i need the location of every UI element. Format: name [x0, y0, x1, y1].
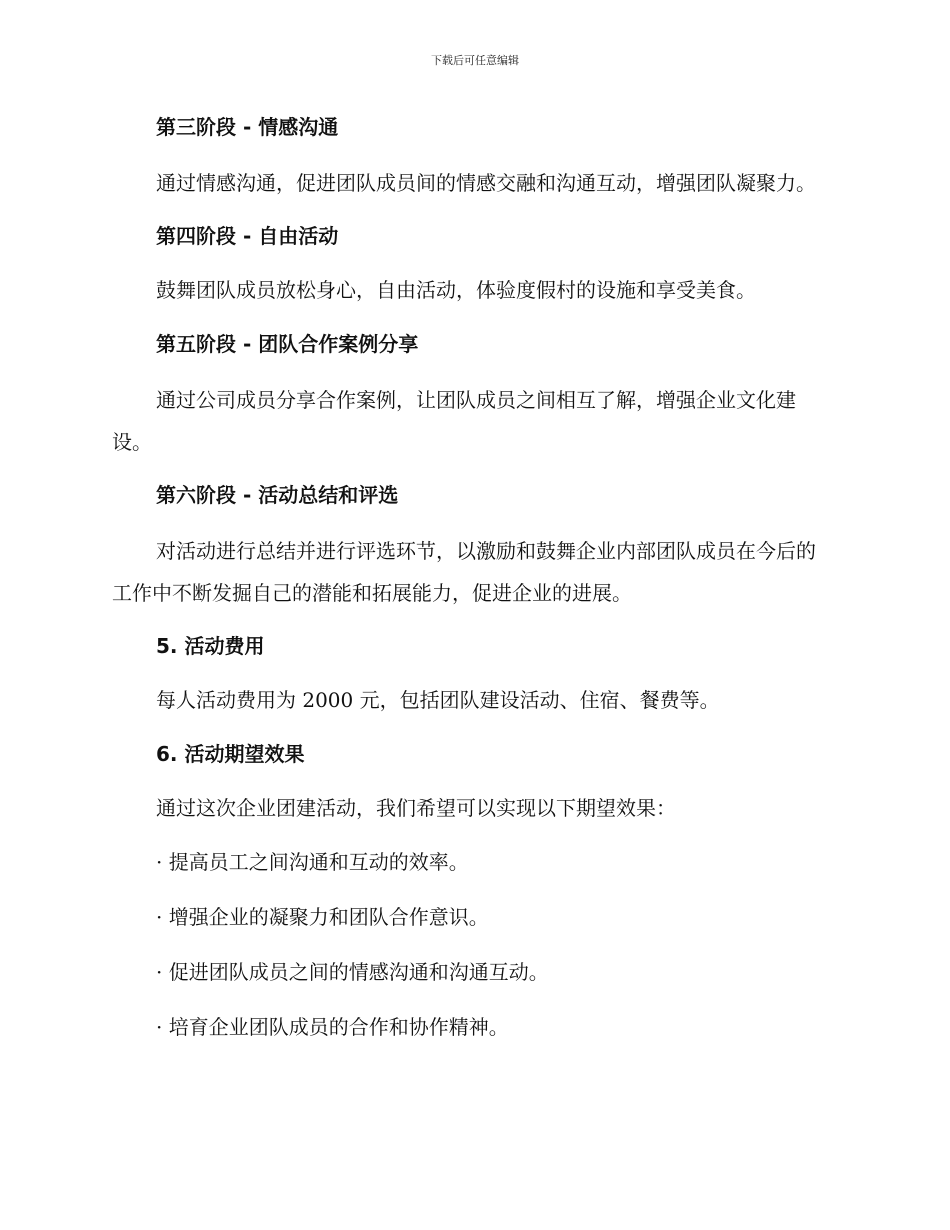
list-item: · 培育企业团队成员的合作和协作精神。: [156, 1015, 509, 1039]
section-heading-stage-6: 第六阶段 - 活动总结和评选: [156, 483, 399, 507]
list-item: · 促进团队成员之间的情感沟通和沟通互动。: [156, 960, 549, 984]
page-header: 下载后可任意编辑: [431, 54, 519, 67]
document-body: [112, 108, 830, 1063]
section-heading-expected-effect: 6. 活动期望效果: [156, 742, 305, 766]
section-heading-stage-4: 第四阶段 - 自由活动: [156, 224, 339, 248]
section-paragraph-stage-6: 对活动进行总结并进行评选环节，以激励和鼓舞企业内部团队成员在今后的工作中不断发掘自己的潜能和拓展能力，促进企业的进展。: [112, 539, 816, 605]
section-heading-fee: 5. 活动费用: [156, 634, 265, 658]
section-paragraph-stage-4: 鼓舞团队成员放松身心，自由活动，体验度假村的设施和享受美食。: [156, 278, 756, 302]
list-item: · 增强企业的凝聚力和团队合作意识。: [156, 905, 489, 929]
section-paragraph-fee: 每人活动费用为 2000 元，包括团队建设活动、住宿、餐费等。: [156, 688, 720, 712]
section-heading-stage-3: 第三阶段 - 情感沟通: [156, 115, 339, 139]
list-item: · 提高员工之间沟通和互动的效率。: [156, 850, 469, 874]
section-heading-stage-5: 第五阶段 - 团队合作案例分享: [156, 332, 419, 356]
section-paragraph-effect-intro: 通过这次企业团建活动，我们希望可以实现以下期望效果：: [156, 796, 676, 820]
section-paragraph-stage-3: 通过情感沟通，促进团队成员间的情感交融和沟通互动，增强团队凝聚力。: [156, 171, 816, 195]
section-paragraph-stage-5: 通过公司成员分享合作案例，让团队成员之间相互了解，增强企业文化建设。: [112, 388, 796, 454]
